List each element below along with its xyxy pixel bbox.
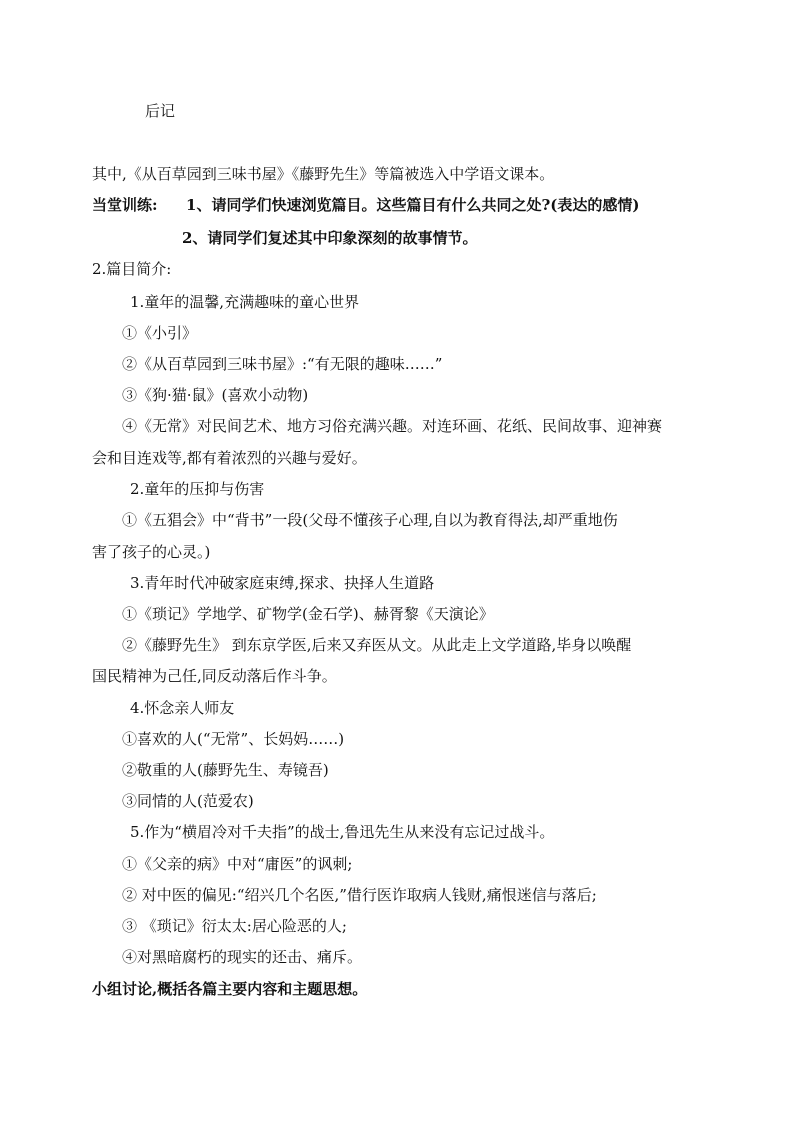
practice-question-2: 2、请同学们复述其中印象深刻的故事情节。	[182, 229, 478, 247]
topic-1-item-4-line-2: 会和目连戏等,都有着浓烈的兴趣与爱好。	[92, 449, 367, 467]
topic-5-item-3: ③ 《琐记》衍太太:居心险恶的人;	[122, 917, 347, 935]
topic-3-title: 3.青年时代冲破家庭束缚,探求、抉择人生道路	[130, 574, 435, 592]
topic-1-item-1: ①《小引》	[122, 324, 198, 342]
heading-houji: 后记	[145, 102, 176, 120]
topic-3-item-2-line-2: 国民精神为己任,同反动落后作斗争。	[92, 667, 337, 685]
topic-5-item-4: ④对黑暗腐朽的现实的还击、痛斥。	[122, 948, 363, 966]
topic-5-item-2: ② 对中医的偏见:“绍兴几个名医,”借行医诈取病人钱财,痛恨迷信与落后;	[122, 886, 597, 904]
topic-5-item-1: ①《父亲的病》中对“庸医”的讽刺;	[122, 855, 353, 873]
topic-4-item-1: ①喜欢的人(“无常”、长妈妈……)	[122, 730, 345, 748]
topic-3-item-1: ①《琐记》学地学、矿物学(金石学)、赫胥黎《天演论》	[122, 605, 494, 623]
topic-4-title: 4.怀念亲人师友	[130, 699, 235, 717]
topic-2-item-1-line-1: ①《五猖会》中“背书”一段(父母不懂孩子心理,自以为教育得法,却严重地伤	[122, 511, 618, 529]
practice-question-1: 1、请同学们快速浏览篇目。这些篇目有什么共同之处?(表达的感情)	[186, 196, 640, 214]
practice-line-1	[92, 195, 639, 215]
topic-5-title: 5.作为“横眉冷对千夫指”的战士,鲁迅先生从来没有忘记过战斗。	[130, 823, 555, 841]
section-title: 2.篇目简介:	[92, 260, 172, 278]
topic-1-item-2: ②《从百草园到三味书屋》:“有无限的趣味……”	[122, 355, 443, 373]
intro-line: 其中,《从百草园到三味书屋》《藤野先生》等篇被选入中学语文课本。	[92, 165, 555, 183]
topic-1-item-4-line-1: ④《无常》对民间艺术、地方习俗充满兴趣。对连环画、花纸、民间故事、迎神赛	[122, 417, 663, 435]
topic-2-title: 2.童年的压抑与伤害	[130, 480, 265, 498]
topic-4-item-2: ②敬重的人(藤野先生、寿镜吾)	[122, 761, 329, 779]
topic-2-item-1-line-2: 害了孩子的心灵。)	[92, 543, 211, 561]
topic-4-item-3: ③同情的人(范爱农)	[122, 792, 254, 810]
practice-label: 当堂训练:	[92, 196, 158, 214]
topic-1-title: 1.童年的温馨,充满趣味的童心世界	[130, 293, 360, 311]
topic-1-item-3: ③《狗·猫·鼠》(喜欢小动物)	[122, 386, 309, 404]
group-discussion: 小组讨论,概括各篇主要内容和主题思想。	[92, 980, 368, 998]
topic-3-item-2-line-1: ②《藤野先生》 到东京学医,后来又弃医从文。从此走上文学道路,毕身以唤醒	[122, 636, 632, 654]
